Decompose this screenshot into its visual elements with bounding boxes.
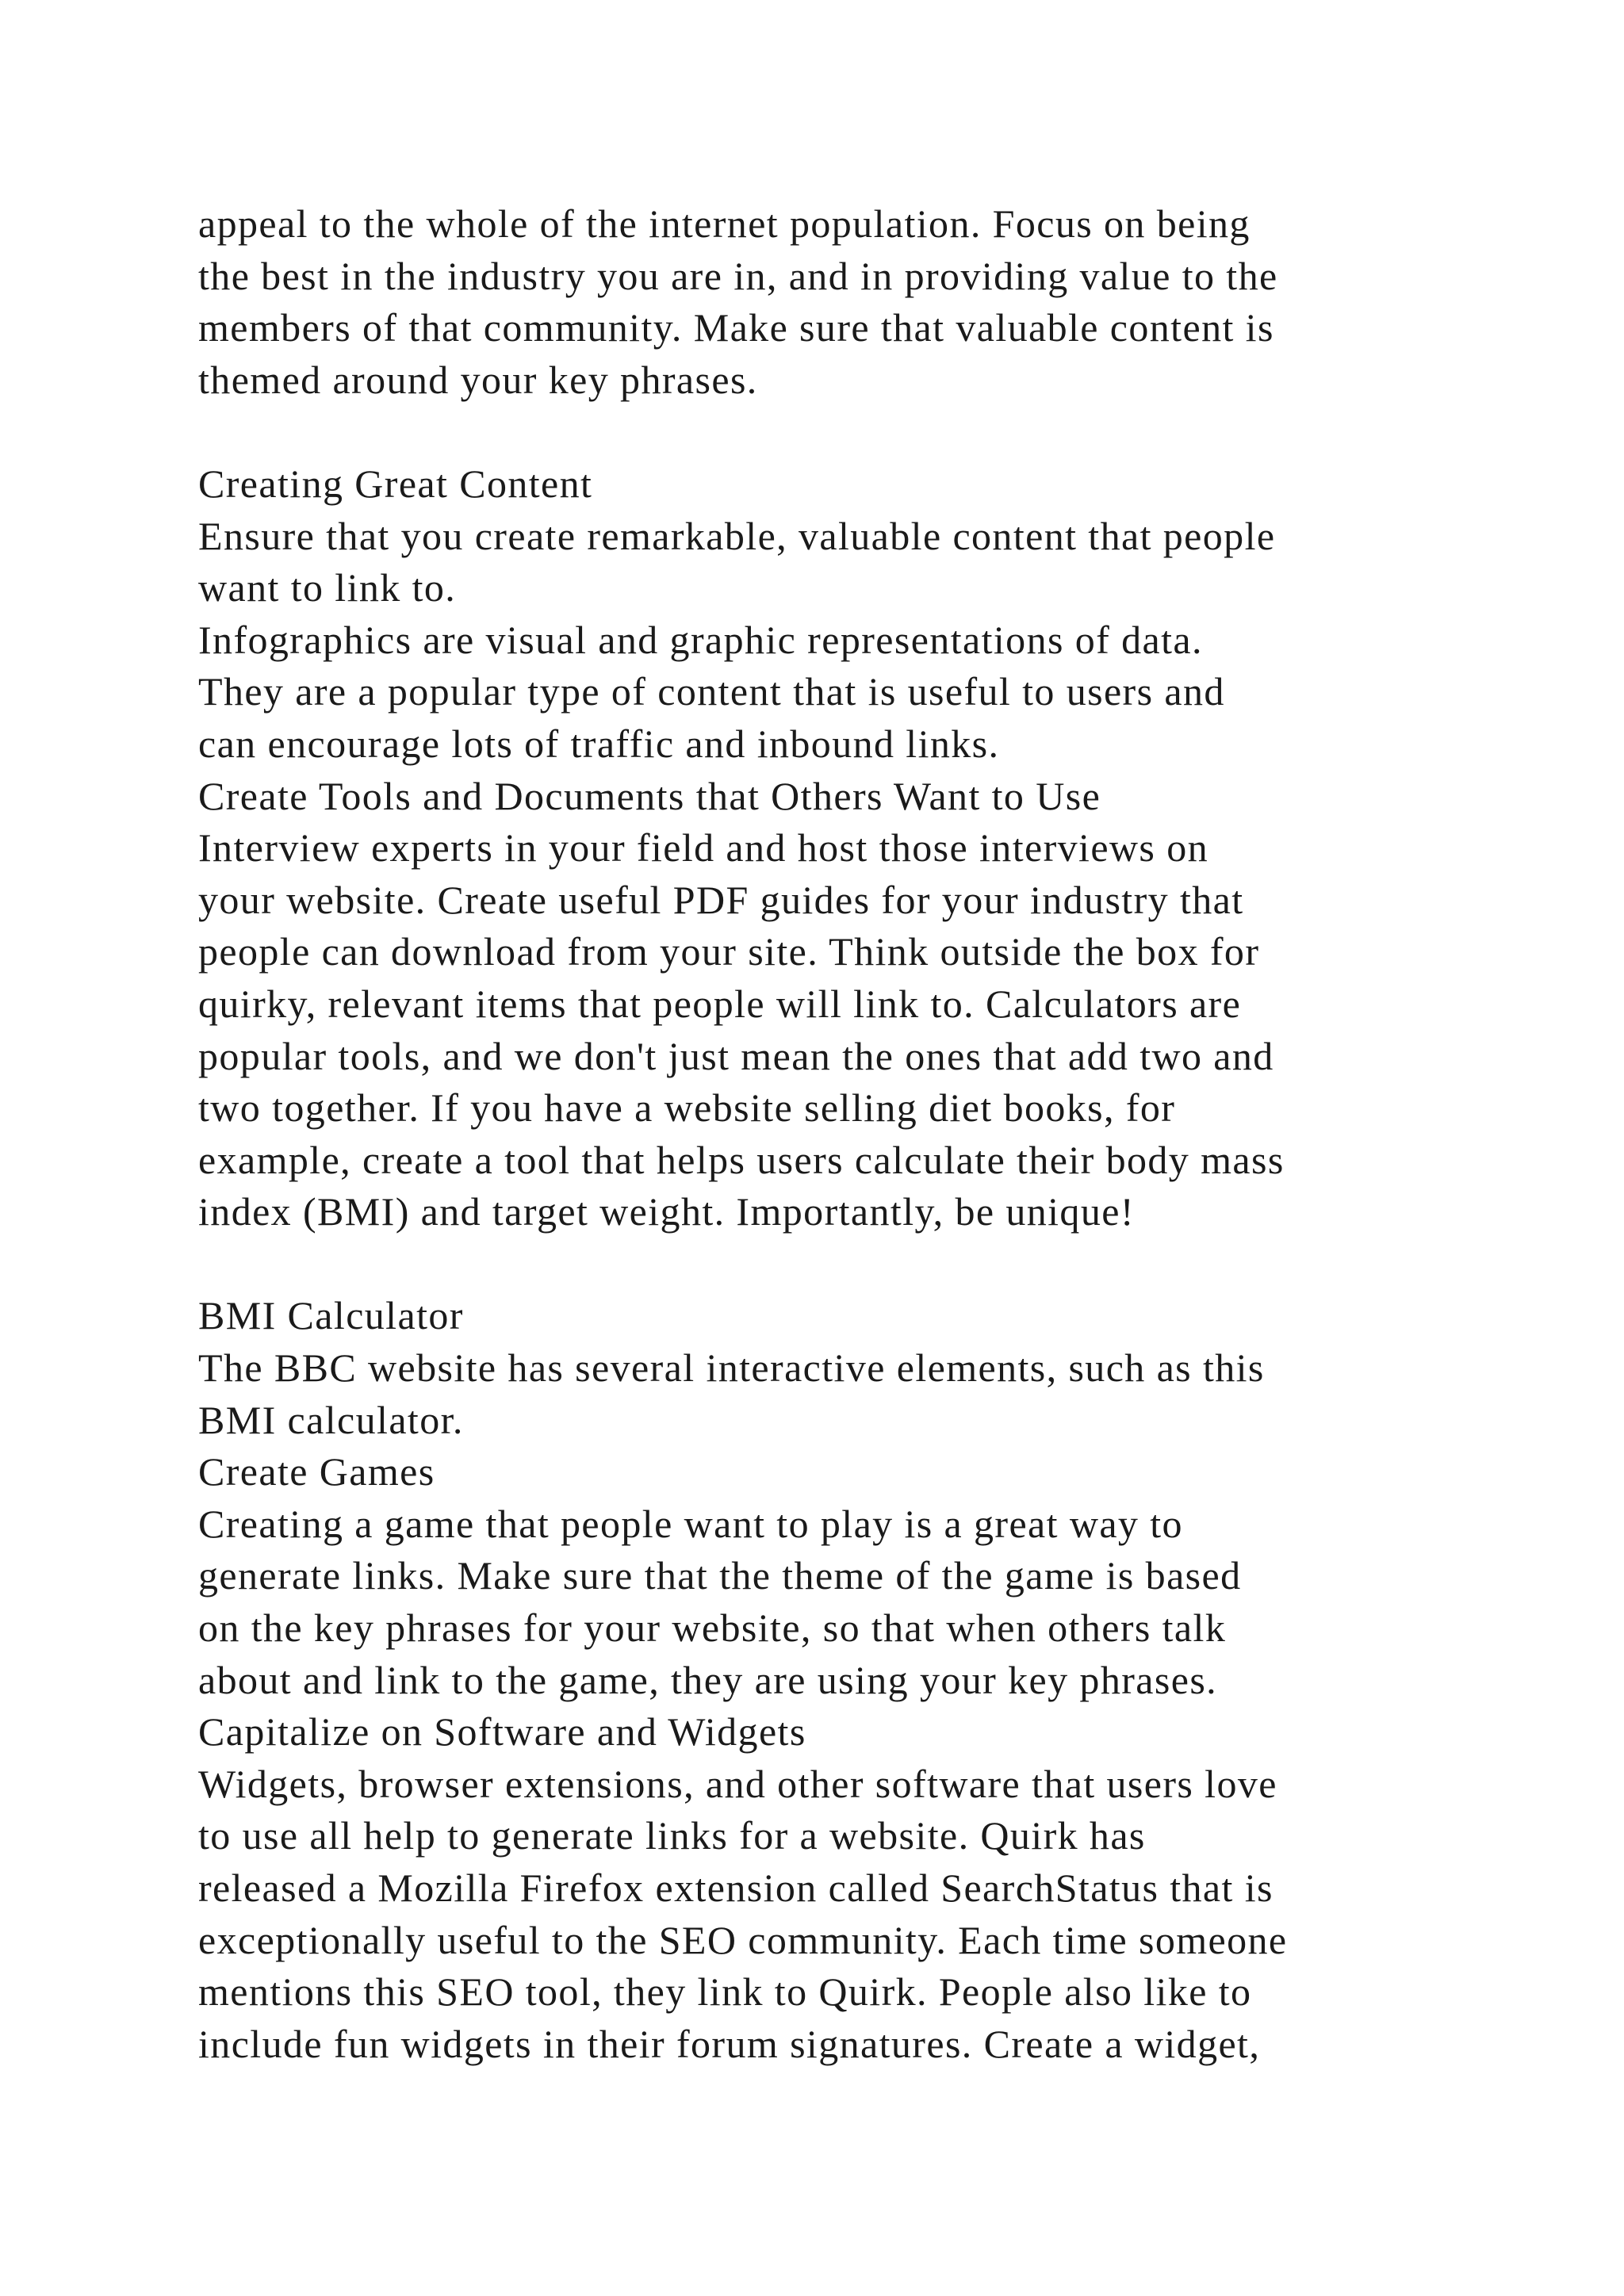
blank-line bbox=[198, 1238, 1546, 1291]
text-line: include fun widgets in their forum signatures. Create a widget, bbox=[198, 2021, 1261, 2066]
text-line: members of that community. Make sure that valuable content is bbox=[198, 305, 1274, 350]
text-line: appeal to the whole of the internet population. Focus on being bbox=[198, 201, 1251, 246]
section-heading: BMI Calculator bbox=[198, 1293, 464, 1338]
text-line: can encourage lots of traffic and inbound links. bbox=[198, 721, 1000, 766]
blank-line bbox=[198, 406, 1546, 458]
document-body bbox=[198, 198, 1546, 2070]
text-line: your website. Create useful PDF guides for your industry that bbox=[198, 877, 1244, 922]
text-line: exceptionally useful to the SEO community. Each time someone bbox=[198, 1917, 1288, 1962]
text-line: two together. If you have a website selling diet books, for bbox=[198, 1085, 1176, 1131]
text-line: generate links. Make sure that the theme of the game is based bbox=[198, 1553, 1242, 1598]
text-line: the best in the industry you are in, and in providing value to the bbox=[198, 253, 1278, 298]
text-line: BMI calculator. bbox=[198, 1397, 464, 1442]
section-heading: Creating Great Content bbox=[198, 461, 593, 506]
text-line: people can download from your site. Think outside the box for bbox=[198, 929, 1260, 974]
text-line: want to link to. bbox=[198, 565, 457, 610]
section-heading: Create Tools and Documents that Others Want to Use bbox=[198, 773, 1101, 818]
text-line: The BBC website has several interactive elements, such as this bbox=[198, 1345, 1265, 1391]
text-line: mentions this SEO tool, they link to Quirk. People also like to bbox=[198, 1969, 1252, 2015]
text-line: quirky, relevant items that people will link to. Calculators are bbox=[198, 981, 1242, 1026]
text-line: example, create a tool that helps users calculate their body mass bbox=[198, 1137, 1285, 1182]
text-line: released a Mozilla Firefox extension called SearchStatus that is bbox=[198, 1866, 1274, 1910]
text-line: index (BMI) and target weight. Importantly, be unique! bbox=[198, 1189, 1135, 1234]
text-line: Infographics are visual and graphic representations of data. bbox=[198, 617, 1203, 662]
section-heading: Create Games bbox=[198, 1449, 435, 1494]
text-line: Creating a game that people want to play is a great way to bbox=[198, 1501, 1183, 1546]
text-line: Ensure that you create remarkable, valuable content that people bbox=[198, 513, 1276, 558]
text-line: They are a popular type of content that is useful to users and bbox=[198, 669, 1225, 714]
text-line: Interview experts in your field and host those interviews on bbox=[198, 825, 1208, 871]
text-line: about and link to the game, they are using your key phrases. bbox=[198, 1657, 1218, 1702]
text-line: on the key phrases for your website, so that when others talk bbox=[198, 1605, 1227, 1651]
text-line: themed around your key phrases. bbox=[198, 357, 758, 402]
text-line: popular tools, and we don't just mean the ones that add two and bbox=[198, 1033, 1274, 1078]
section-heading: Capitalize on Software and Widgets bbox=[198, 1709, 806, 1755]
text-line: to use all help to generate links for a website. Quirk has bbox=[198, 1813, 1146, 1858]
text-line: Widgets, browser extensions, and other software that users love bbox=[198, 1761, 1277, 1806]
